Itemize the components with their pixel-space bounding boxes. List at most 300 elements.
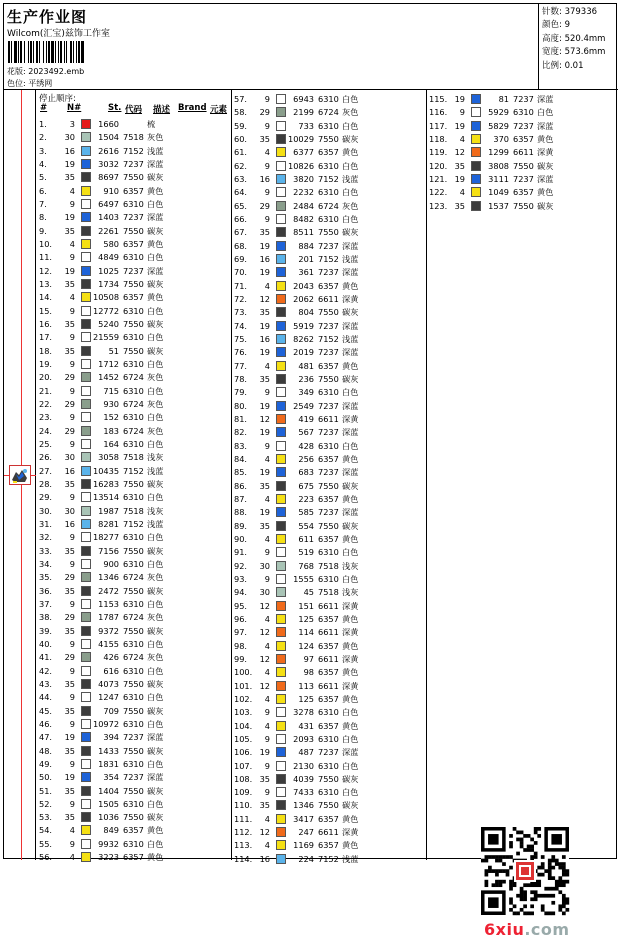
- stop-row: [427, 133, 622, 146]
- color-swatch: [276, 854, 286, 864]
- color-swatch: [81, 199, 91, 209]
- stitch-count: 13514: [93, 492, 120, 503]
- stop-row: [37, 678, 232, 691]
- stitch-count: 3032: [98, 158, 119, 169]
- needle-number: 9: [69, 532, 75, 543]
- stitch-count: 487: [298, 747, 314, 758]
- color-swatch: [276, 294, 286, 304]
- color-swatch: [276, 601, 286, 611]
- table-header: [37, 103, 232, 116]
- color-code: 6310: [318, 707, 339, 718]
- needle-number: 9: [264, 547, 270, 558]
- needle-number: 9: [264, 213, 270, 224]
- needle-number: 4: [264, 640, 270, 651]
- stop-row: [232, 266, 427, 279]
- sheet-body: [4, 90, 618, 939]
- color-swatch: [81, 479, 91, 489]
- stop-row: [37, 425, 232, 438]
- stitch-count: 1025: [98, 265, 119, 276]
- color-description: 白色: [147, 638, 164, 649]
- stop-row: [232, 373, 427, 386]
- stop-row: [232, 773, 427, 786]
- stop-row: [37, 691, 232, 704]
- color-code: 6611: [513, 147, 534, 158]
- needle-number: 4: [69, 292, 75, 303]
- needle-number: 16: [259, 333, 270, 344]
- stitch-count: 683: [298, 467, 314, 478]
- color-swatch: [276, 787, 286, 797]
- color-description: 白色: [342, 94, 359, 104]
- stop-index: 118.: [429, 133, 448, 144]
- stitch-count: 125: [298, 693, 314, 704]
- color-swatch: [81, 172, 91, 182]
- color-swatch: [81, 132, 91, 142]
- stop-index: 82.: [234, 427, 248, 438]
- color-code: 6724: [318, 107, 339, 118]
- stitch-count: 361: [298, 267, 314, 278]
- color-description: 浅蓝: [147, 465, 164, 476]
- stitch-count: 8511: [293, 227, 314, 238]
- stop-index: 14.: [39, 292, 53, 303]
- stop-row: [427, 106, 622, 119]
- stop-index: 18.: [39, 345, 53, 356]
- stitch-count: 611: [298, 533, 314, 544]
- color-swatch: [276, 174, 286, 184]
- stitch-count: 4155: [98, 638, 119, 649]
- color-code: 7550: [318, 480, 339, 491]
- stitch-count: 5919: [293, 320, 314, 331]
- stop-row: [37, 318, 232, 331]
- color-code: 6310: [318, 733, 339, 744]
- needle-number: 35: [64, 785, 75, 796]
- stitch-count: 519: [298, 547, 314, 558]
- stitch-count: 21559: [93, 332, 120, 343]
- color-description: 白色: [342, 120, 359, 131]
- needle-number: 4: [264, 613, 270, 624]
- color-code: 6357: [123, 292, 144, 303]
- color-code: 6310: [123, 492, 144, 503]
- color-description: 碳灰: [147, 585, 164, 596]
- stop-index: 76.: [234, 347, 248, 358]
- needle-number: 9: [264, 187, 270, 198]
- stop-index: 70.: [234, 267, 248, 278]
- color-description: 灰色: [147, 425, 164, 436]
- stop-index: 10.: [39, 238, 53, 249]
- color-description: 黄色: [342, 360, 359, 371]
- color-swatch: [276, 361, 286, 371]
- stop-index: 74.: [234, 320, 248, 331]
- color-description: 浅蓝: [342, 853, 359, 864]
- stitch-count: 3808: [488, 160, 509, 171]
- stop-index: 9.: [39, 225, 47, 236]
- needle-number: 4: [459, 187, 465, 198]
- stop-index: 104.: [234, 720, 253, 731]
- color-description: 白色: [537, 107, 554, 118]
- stop-row: [37, 824, 232, 837]
- color-description: 白色: [342, 787, 359, 798]
- color-code: 6310: [123, 798, 144, 809]
- color-swatch: [81, 319, 91, 329]
- color-code: 6310: [123, 665, 144, 676]
- stitch-count: 152: [103, 412, 119, 423]
- stitch-count: 1433: [98, 745, 119, 756]
- color-swatch: [81, 212, 91, 222]
- color-description: 白色: [147, 412, 164, 423]
- stitch-count: 1537: [488, 200, 509, 211]
- color-description: 碳灰: [147, 345, 164, 356]
- needle-number: 4: [264, 360, 270, 371]
- color-swatch: [81, 692, 91, 702]
- stop-index: 4.: [39, 158, 47, 169]
- stop-index: 37.: [39, 598, 53, 609]
- stitch-count: 2472: [98, 585, 119, 596]
- stop-index: 90.: [234, 533, 248, 544]
- needle-number: 12: [259, 600, 270, 611]
- color-description: 深黄: [342, 680, 359, 691]
- stitch-count: 224: [298, 853, 314, 864]
- stop-index: 54.: [39, 825, 53, 836]
- preview-column: [4, 90, 36, 860]
- stop-index: 32.: [39, 532, 53, 543]
- color-code: 7518: [318, 560, 339, 571]
- stitch-count: 1169: [293, 840, 314, 851]
- stitch-count: 930: [103, 398, 119, 409]
- color-swatch: [81, 599, 91, 609]
- needle-number: 4: [264, 720, 270, 731]
- stop-index: 44.: [39, 692, 53, 703]
- color-swatch: [276, 814, 286, 824]
- stop-row: [37, 505, 232, 518]
- color-swatch: [81, 612, 91, 622]
- color-description: 碳灰: [147, 705, 164, 716]
- color-swatch: [81, 812, 91, 822]
- color-description: 深蓝: [342, 267, 359, 278]
- stop-row: [37, 265, 232, 278]
- needle-number: 35: [64, 478, 75, 489]
- stop-row: [37, 811, 232, 824]
- color-swatch: [81, 666, 91, 676]
- color-description: 碳灰: [342, 520, 359, 531]
- color-description: 碳灰: [342, 480, 359, 491]
- color-swatch: [276, 734, 286, 744]
- company-name: Wilcom(汇宝)兹饰工作室: [7, 29, 110, 39]
- color-description: 黄色: [147, 185, 164, 196]
- color-code: 6357: [318, 533, 339, 544]
- color-code: 7518: [318, 587, 339, 598]
- needle-number: 35: [64, 345, 75, 356]
- stitch-count: 7433: [293, 787, 314, 798]
- color-code: 7550: [318, 800, 339, 811]
- color-code: 7550: [318, 773, 339, 784]
- color-description: 深蓝: [147, 732, 164, 743]
- needle-number: 19: [64, 212, 75, 223]
- stop-index: 75.: [234, 333, 248, 344]
- needle-number: 4: [69, 825, 75, 836]
- color-swatch: [276, 587, 286, 597]
- needle-number: 19: [64, 265, 75, 276]
- stitch-count: 2019: [293, 347, 314, 358]
- color-swatch: [81, 532, 91, 542]
- color-swatch: [276, 121, 286, 131]
- color-code: 6310: [123, 758, 144, 769]
- stop-index: 31.: [39, 518, 53, 529]
- needle-number: 12: [454, 147, 465, 158]
- stop-row: [427, 93, 622, 106]
- needle-number: 12: [259, 627, 270, 638]
- stop-row: [37, 571, 232, 584]
- stitch-count: 1787: [98, 612, 119, 623]
- color-code: 7237: [318, 467, 339, 478]
- color-description: 碳灰: [147, 745, 164, 756]
- stop-row: [232, 746, 427, 759]
- color-description: 白色: [342, 187, 359, 198]
- color-code: 7550: [123, 812, 144, 823]
- stop-index: 49.: [39, 758, 53, 769]
- needle-number: 4: [264, 667, 270, 678]
- stitch-count: 4039: [293, 773, 314, 784]
- col-header-code: 代码: [125, 105, 143, 115]
- stop-row: [37, 665, 232, 678]
- color-code: 6310: [318, 160, 339, 171]
- color-swatch: [81, 412, 91, 422]
- needle-number: 4: [264, 453, 270, 464]
- color-code: 6310: [318, 213, 339, 224]
- color-code: 7550: [123, 545, 144, 556]
- color-description: 白色: [342, 760, 359, 771]
- stop-row: [232, 146, 427, 159]
- stop-index: 105.: [234, 733, 253, 744]
- design-height: 高度: 520.4mm: [542, 33, 606, 44]
- color-code: 6357: [318, 453, 339, 464]
- needle-number: 30: [259, 587, 270, 598]
- stop-index: 39.: [39, 625, 53, 636]
- stitch-count: 3058: [98, 452, 119, 463]
- stop-index: 122.: [429, 187, 448, 198]
- color-code: 7237: [318, 320, 339, 331]
- needle-number: 9: [69, 758, 75, 769]
- color-code: 7237: [318, 427, 339, 438]
- color-swatch: [276, 254, 286, 264]
- stop-index: 83.: [234, 440, 248, 451]
- color-swatch: [81, 186, 91, 196]
- stop-index: 11.: [39, 252, 53, 263]
- color-code: 6357: [318, 613, 339, 624]
- needle-number: 19: [259, 747, 270, 758]
- color-description: 深黄: [537, 147, 554, 158]
- color-swatch: [276, 267, 286, 277]
- color-code: 6611: [318, 600, 339, 611]
- color-code: 6310: [318, 760, 339, 771]
- color-description: 深蓝: [342, 427, 359, 438]
- stop-index: 63.: [234, 173, 248, 184]
- color-description: 白色: [147, 798, 164, 809]
- color-description: 白色: [342, 213, 359, 224]
- stitch-count: 554: [298, 520, 314, 531]
- color-code: 7550: [318, 227, 339, 238]
- color-description: 深蓝: [342, 467, 359, 478]
- stop-index: 116.: [429, 107, 448, 118]
- color-swatch: [81, 546, 91, 556]
- stitch-count: 1247: [98, 692, 119, 703]
- stop-index: 23.: [39, 412, 53, 423]
- needle-number: 9: [264, 573, 270, 584]
- stop-row: [232, 93, 427, 106]
- color-code: 7152: [318, 173, 339, 184]
- needle-number: 35: [64, 705, 75, 716]
- stitch-count: 124: [298, 640, 314, 651]
- color-description: 碳灰: [147, 318, 164, 329]
- stitch-count: 426: [103, 652, 119, 663]
- color-swatch: [81, 706, 91, 716]
- stop-index: 64.: [234, 187, 248, 198]
- color-description: 碳灰: [342, 307, 359, 318]
- qr-code: [481, 827, 569, 915]
- needle-number: 9: [69, 838, 75, 849]
- stitch-count: 7156: [98, 545, 119, 556]
- color-code: 7550: [318, 133, 339, 144]
- color-description: 黄色: [342, 693, 359, 704]
- stitch-count: 针数: 379336: [542, 7, 598, 17]
- stop-row: [232, 453, 427, 466]
- color-code: 6357: [123, 185, 144, 196]
- stop-index: 53.: [39, 812, 53, 823]
- color-description: 白色: [342, 387, 359, 398]
- stop-row: [37, 118, 232, 131]
- stop-index: 80.: [234, 400, 248, 411]
- stitch-count: 733: [298, 120, 314, 131]
- color-description: 碳灰: [342, 227, 359, 238]
- color-description: 碳灰: [147, 678, 164, 689]
- needle-number: 29: [259, 200, 270, 211]
- stop-row: [37, 278, 232, 291]
- stop-index: 85.: [234, 467, 248, 478]
- stop-index: 30.: [39, 505, 53, 516]
- stop-index: 21.: [39, 385, 53, 396]
- stop-row: [37, 558, 232, 571]
- watermark-logo: 6xiu.com: [484, 920, 570, 939]
- needle-number: 29: [64, 372, 75, 383]
- color-code: 6310: [123, 558, 144, 569]
- color-swatch: [276, 307, 286, 317]
- stop-index: 93.: [234, 573, 248, 584]
- needle-number: 4: [69, 185, 75, 196]
- color-description: 碳灰: [342, 773, 359, 784]
- stitch-count: 709: [103, 705, 119, 716]
- color-code: 6357: [123, 852, 144, 863]
- stop-index: 114.: [234, 853, 253, 864]
- stop-index: 81.: [234, 413, 248, 424]
- stop-row: [232, 320, 427, 333]
- stop-index: 56.: [39, 852, 53, 863]
- stitch-count: 4849: [98, 252, 119, 263]
- stop-index: 15.: [39, 305, 53, 316]
- color-swatch: [81, 346, 91, 356]
- needle-number: 9: [264, 707, 270, 718]
- color-description: 碳灰: [147, 225, 164, 236]
- color-description: 白色: [342, 440, 359, 451]
- color-code: 6357: [513, 133, 534, 144]
- color-swatch: [276, 747, 286, 757]
- color-code: 7237: [513, 94, 534, 104]
- stitch-count: 768: [298, 560, 314, 571]
- stop-index: 103.: [234, 707, 253, 718]
- stop-row: [232, 120, 427, 133]
- stop-index: 100.: [234, 667, 253, 678]
- needle-number: 12: [259, 827, 270, 838]
- stitch-count: 4073: [98, 678, 119, 689]
- color-swatch: [276, 534, 286, 544]
- needle-number: 19: [64, 772, 75, 783]
- color-swatch: [81, 772, 91, 782]
- stitch-count: 910: [103, 185, 119, 196]
- stop-index: 62.: [234, 160, 248, 171]
- stop-index: 28.: [39, 478, 53, 489]
- stitch-count: 1153: [98, 598, 119, 609]
- color-code: 6357: [318, 640, 339, 651]
- needle-number: 19: [454, 94, 465, 104]
- needle-number: 35: [454, 200, 465, 211]
- stop-index: 34.: [39, 558, 53, 569]
- stitch-count: 18277: [93, 532, 120, 543]
- stop-index: 3.: [39, 145, 47, 156]
- color-code: 6611: [318, 413, 339, 424]
- color-description: 黄色: [342, 533, 359, 544]
- needle-number: 35: [64, 318, 75, 329]
- needle-number: 35: [64, 545, 75, 556]
- stitch-count: 8262: [293, 333, 314, 344]
- color-description: 白色: [147, 332, 164, 343]
- color-description: 白色: [147, 385, 164, 396]
- stop-index: 46.: [39, 718, 53, 729]
- needle-number: 4: [264, 493, 270, 504]
- stop-row: [37, 158, 232, 171]
- color-swatch: [276, 761, 286, 771]
- color-swatch: [276, 481, 286, 491]
- stop-index: 58.: [234, 107, 248, 118]
- color-code: 6310: [318, 120, 339, 131]
- color-swatch: [81, 359, 91, 369]
- color-swatch: [276, 547, 286, 557]
- needle-number: 16: [259, 253, 270, 264]
- stop-index: 101.: [234, 680, 253, 691]
- color-code: 6357: [318, 280, 339, 291]
- stitch-count: 6943: [293, 94, 314, 104]
- color-description: 白色: [147, 532, 164, 543]
- stitch-count: 9372: [98, 625, 119, 636]
- color-code: 7518: [123, 132, 144, 143]
- stitch-count: 849: [103, 825, 119, 836]
- color-code: 7550: [123, 585, 144, 596]
- stop-index: 2.: [39, 132, 47, 143]
- stitch-count: 10972: [93, 718, 120, 729]
- stitch-count: 98: [303, 667, 314, 678]
- needle-number: 3: [69, 119, 75, 129]
- stitch-count: 223: [298, 493, 314, 504]
- needle-number: 16: [64, 145, 75, 156]
- stop-index: 88.: [234, 507, 248, 518]
- stitch-count: 804: [298, 307, 314, 318]
- stop-index: 47.: [39, 732, 53, 743]
- needle-number: 12: [259, 653, 270, 664]
- design-scale: 比例: 0.01: [542, 60, 584, 71]
- color-swatch: [276, 347, 286, 357]
- needle-number: 9: [69, 692, 75, 703]
- needle-number: 35: [259, 227, 270, 238]
- stop-row: [37, 785, 232, 798]
- color-swatch: [276, 107, 286, 117]
- stitch-count: 3820: [293, 173, 314, 184]
- stop-index: 96.: [234, 613, 248, 624]
